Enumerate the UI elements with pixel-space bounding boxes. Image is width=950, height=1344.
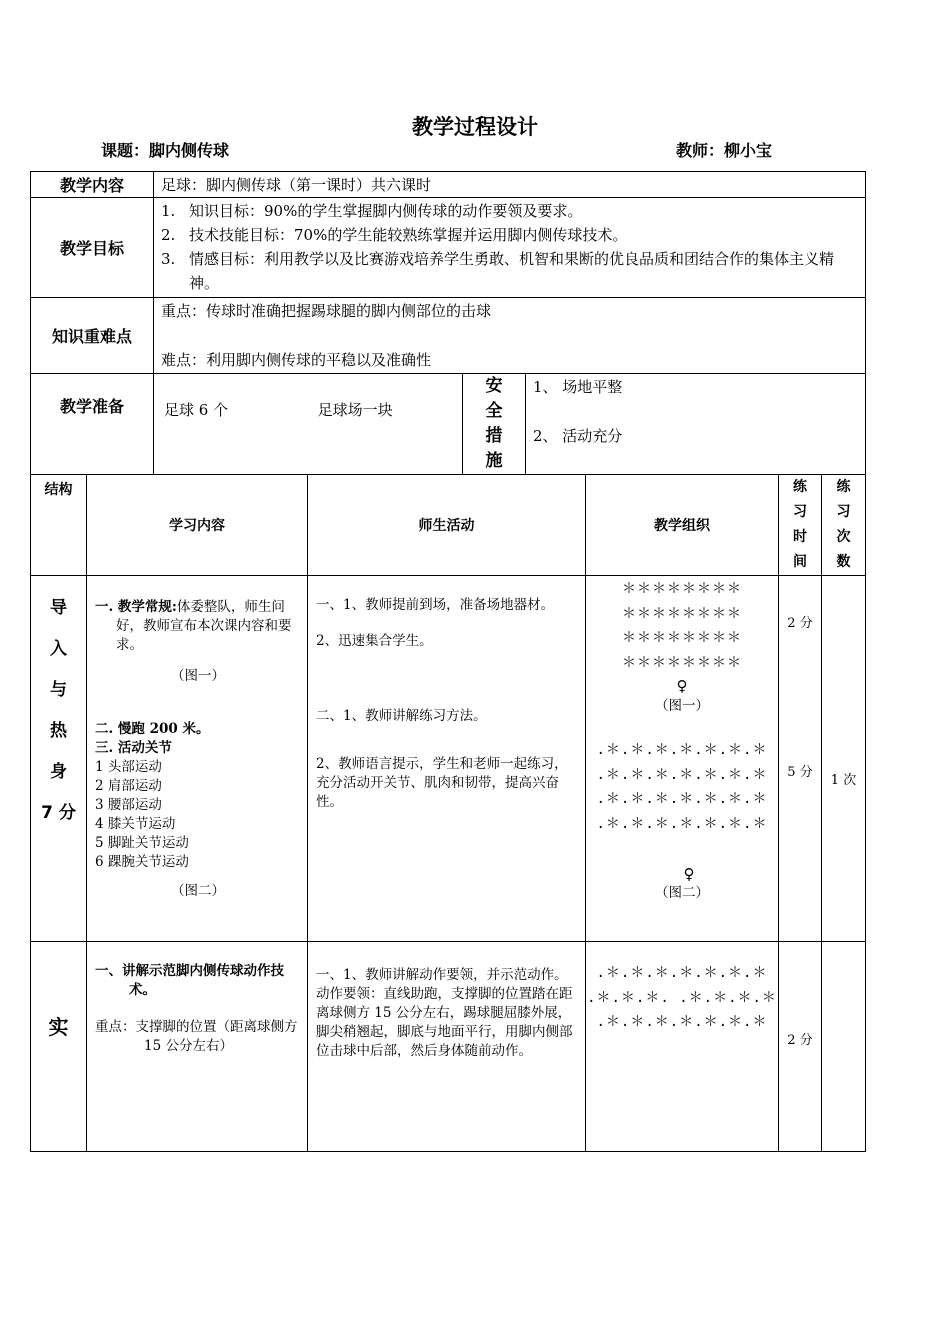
time-header: 练 习 时 间 [779,475,822,576]
activity-item: 一、1、教师提前到场，准备场地器材。 [316,597,555,613]
keypoints-label: 知识重难点 [31,298,154,374]
joint-item: 5 脚趾关节运动 [95,835,189,851]
safety-item: 2、 活动充分 [533,427,623,445]
joint-item: 2 肩部运动 [95,778,162,794]
practice-count [822,942,866,1152]
safety-label: 安 全 措 施 [463,374,526,475]
teaching-process-table [30,474,866,1152]
goals-row [31,198,866,298]
warmup-content [87,576,308,942]
formation-2-caption: （图二） [655,885,709,901]
practice-key-point: 重点：支撑脚的位置（距离球侧方 15 公分左右） [95,1019,298,1054]
times-header: 练 习 次 数 [822,475,866,576]
joint-item: 6 踝腕关节运动 [95,854,189,870]
figure-2-caption: （图二） [171,883,225,899]
warmup-organization [586,576,779,942]
page-title: 教学过程设计 [412,115,538,139]
joint-item: 3 腰部运动 [95,797,162,813]
joint-item: 1 头部运动 [95,759,162,775]
activity-item: 一、1、教师讲解动作要领，并示范动作。 [316,967,568,983]
lesson-info-table [30,171,866,475]
activity-header: 师生活动 [308,475,586,576]
lesson-subject: 课题：脚内侧传球 [101,141,230,160]
practice-structure: 实 [31,942,87,1152]
movement-essentials: 动作要领：直线助跑，支撑脚的位置踏在距离球侧方 15 公分左右，踢球腿屈膝外展，脚尖稍翘起，脚底与地面平行，用脚内侧部位击球中后部，然后身体随前动作。 [316,986,573,1059]
goals-list [161,199,861,295]
goal-item: 2. 技术技能目标：70%的学生能较熟练掌握并运用脚内侧传球技术。 [161,226,628,244]
difficult-point: 难点：利用脚内侧传球的平稳以及准确性 [161,351,432,369]
content-label: 教学内容 [31,172,154,198]
content-header: 学习内容 [87,475,308,576]
warmup-count: 1 次 [822,576,866,942]
formation-2: .＊.＊.＊.＊.＊.＊.＊ .＊.＊.＊.＊.＊.＊.＊ .＊.＊.＊.＊.＊.＊.＊ .＊.＊.＊.＊.＊.＊.＊ [596,742,768,832]
practice-activity [308,942,586,1152]
process-header-row [31,475,866,576]
practice-content [87,942,308,1152]
keypoints-row [31,298,866,374]
content-value: 足球：脚内侧传球（第一课时）共六课时 [154,172,866,198]
keypoints-cell [154,298,866,374]
routine-item: 一. 教学常规:体委整队，师生问好，教师宣布本次课内容和要求。 [95,599,292,653]
warmup-row [31,576,866,942]
prep-cell [154,374,463,475]
content-row [31,172,866,198]
prep-ball: 足球 6 个 [164,401,229,419]
joints-heading: 三. 活动关节 [95,740,172,756]
practice-row [31,942,866,1152]
formation-1-caption: （图一） [655,698,709,714]
teacher-marker-icon: ♀ [683,865,695,883]
safety-item: 1、 场地平整 [533,378,623,396]
warmup-time: 2 分 5 分 [779,576,822,942]
joint-item: 4 膝关节运动 [95,816,176,832]
warmup-structure: 导 入 与 热 身 7 分 [31,576,87,942]
goals-label: 教学目标 [31,198,154,298]
jog-item: 二. 慢跑 200 米。 [95,721,210,737]
demo-item: 一、讲解示范脚内侧传球动作技术。 [95,963,284,998]
prep-field: 足球场一块 [317,401,393,419]
practice-organization [586,942,779,1152]
teacher-marker-icon: ♀ [676,677,688,695]
goal-item: 1. 知识目标：90%的学生掌握脚内侧传球的动作要领及要求。 [161,202,583,220]
teacher-name: 教师：柳小宝 [676,141,773,160]
key-point: 重点：传球时准确把握踢球腿的脚内侧部位的击球 [161,302,492,320]
safety-cell [526,374,866,475]
goals-cell [154,198,866,298]
formation-1: ＊＊＊＊＊＊＊＊ ＊＊＊＊＊＊＊＊ ＊＊＊＊＊＊＊＊ ＊＊＊＊＊＊＊＊ [622,581,742,671]
warmup-activity [308,576,586,942]
structure-header: 结构 [31,475,87,576]
prep-label: 教学准备 [31,374,154,475]
activity-item: 二、1、教师讲解练习方法。 [316,708,487,724]
organization-header: 教学组织 [586,475,779,576]
activity-item: 2、迅速集合学生。 [316,633,433,649]
figure-1-caption: （图一） [171,668,225,684]
practice-time: 2 分 [779,942,822,1152]
prep-row [31,374,866,475]
formation-3: .＊.＊.＊.＊.＊.＊.＊ .＊.＊.＊. .＊.＊.＊.＊ .＊.＊.＊.＊.＊.＊.＊ [587,965,777,1030]
activity-item: 2、教师语言提示，学生和老师一起练习，充分活动开关节、肌肉和韧带，提高兴奋性。 [316,756,568,810]
goal-item: 3. 情感目标：利用教学以及比赛游戏培养学生勇敢、机智和果断的优良品质和团结合作的集体主义精神。 [161,250,835,292]
